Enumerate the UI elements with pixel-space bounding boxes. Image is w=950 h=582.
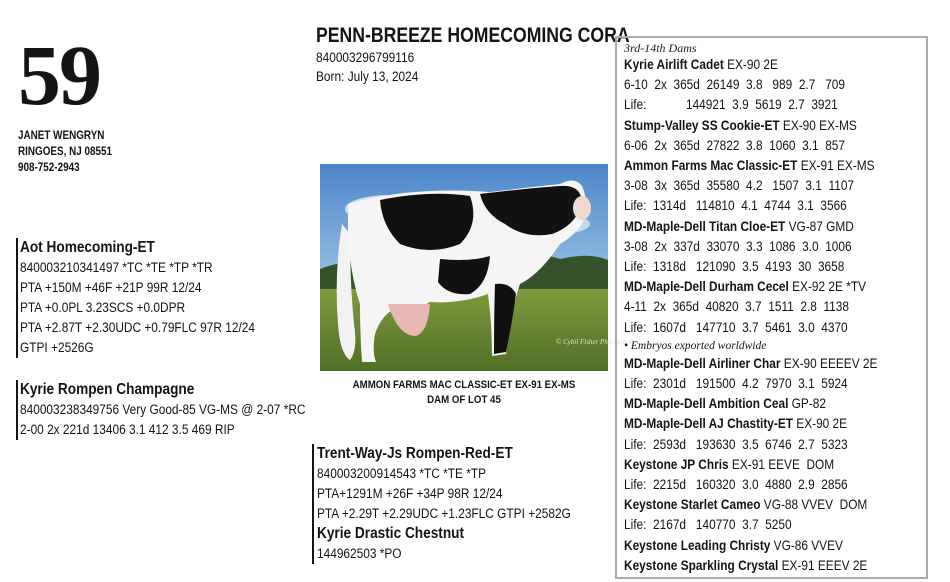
dam-entry-name: Keystone JP Chris <box>624 456 729 472</box>
sire-pta-health: PTA +0.0PL 3.23SCS +0.0DPR <box>20 300 186 315</box>
dam-entry <box>624 156 884 176</box>
maternal-sire-pta-type: PTA +2.29T +2.29UDC +1.23FLC GTPI +2582G <box>317 506 571 521</box>
dam-record-values: Life: 2215d 160320 3.0 4880 2.9 2856 <box>624 477 848 493</box>
maternal-sire-pta-production: PTA+1291M +26F +34P 98R 12/24 <box>317 486 503 501</box>
dam-entry-classification: EX-91 EEVE DOM <box>728 456 835 472</box>
dam-record-line <box>624 475 884 495</box>
dam-record-values: Life: 2301d 191500 4.2 7970 3.1 5924 <box>624 376 848 392</box>
dam-record-line <box>624 435 884 455</box>
dam-entry-name: Stump-Valley SS Cookie-ET <box>624 117 780 133</box>
dam-note: • Embryos exported worldwide <box>624 339 767 352</box>
dam-entry-name: MD-Maple-Dell Durham Cecel <box>624 279 789 295</box>
sire-gtpi: GTPI +2526G <box>20 340 94 355</box>
dam-record-values: Life: 2593d 193630 3.5 6746 2.7 5323 <box>624 436 848 452</box>
dam-entry-classification: VG-87 GMD <box>785 218 854 234</box>
dam-record-values: Life: 1607d 147710 3.7 5461 3.0 4370 <box>624 319 848 335</box>
dam-entry <box>624 217 884 237</box>
registration-number: 840003296799116 <box>316 50 415 65</box>
photo-caption <box>320 378 608 408</box>
consignor-info <box>18 128 127 176</box>
dam-entry <box>624 536 884 556</box>
sire-block <box>16 238 287 358</box>
cow-photo <box>320 164 637 371</box>
dam-entry <box>624 55 884 75</box>
dam-entry <box>624 116 884 136</box>
dam-entry-name: Ammon Farms Mac Classic-ET <box>624 158 798 174</box>
dam-entry-name: Keystone Sparkling Crystal <box>624 557 779 573</box>
lot-number: 59 <box>18 27 100 123</box>
dam-block <box>16 380 344 440</box>
maternal-sire-block <box>312 444 605 564</box>
cow-photo-image <box>320 164 637 371</box>
dam-entry-classification: VG-88 VVEV DOM <box>760 497 868 513</box>
dam-record-values: Life: 1314d 114810 4.1 4744 3.1 3566 <box>624 198 847 214</box>
dams-header: 3rd-14th Dams <box>624 41 697 55</box>
consignor-phone: 908-752-2943 <box>18 162 80 174</box>
maternal-sire-id: 840003200914543 *TC *TE *TP <box>317 466 487 481</box>
sire-pta-type: PTA +2.87T +2.30UDC +0.79FLC 97R 12/24 <box>20 320 256 335</box>
dam-entry <box>624 277 884 297</box>
dam-entry-name: MD-Maple-Dell Titan Cloe-ET <box>624 218 786 234</box>
dam-record-values: Life: 144921 3.9 5619 2.7 3921 <box>624 97 838 113</box>
dam-entry-classification: VG-86 VVEV <box>770 537 843 553</box>
maternal-sire-name: Trent-Way-Js Rompen-Red-ET <box>317 445 513 462</box>
dam-record-line <box>624 196 884 216</box>
dam-record-line <box>624 75 884 95</box>
dam-entry <box>624 495 884 515</box>
sire-name: Aot Homecoming-ET <box>20 239 155 256</box>
dam-record-line <box>624 257 884 277</box>
dam-record-line <box>624 136 884 156</box>
dam-name: Kyrie Rompen Champagne <box>20 381 195 398</box>
animal-name: PENN-BREEZE HOMECOMING CORA <box>316 24 630 47</box>
dam-entry <box>624 455 884 475</box>
mgs-id: 144962503 *PO <box>317 546 402 561</box>
dam-record: 2-00 2x 221d 13406 3.1 412 3.5 469 RIP <box>20 422 235 437</box>
dam-record-line <box>624 515 884 535</box>
dam-entry-name: Keystone Leading Christy <box>624 537 771 553</box>
dam-entry-name: MD-Maple-Dell Ambition Ceal <box>624 396 789 412</box>
dam-record-values: Life: 1318d 121090 3.5 4193 30 3658 <box>624 259 845 275</box>
dam-record-values: 6-06 2x 365d 27822 3.8 1060 3.1 857 <box>624 137 846 153</box>
dam-record-values: 3-08 3x 365d 35580 4.2 1507 3.1 1107 <box>624 178 855 194</box>
caption-line-2: DAM OF LOT 45 <box>427 394 501 406</box>
dam-entry-name: Keystone Starlet Cameo <box>624 497 761 513</box>
dam-record-line <box>624 237 884 257</box>
dam-entry-classification: GP-82 <box>788 396 826 412</box>
dam-entry <box>624 354 884 374</box>
dam-record-line <box>624 318 884 338</box>
dam-entry-classification: EX-91 EEEV 2E <box>778 557 868 573</box>
dams-list <box>624 55 926 576</box>
dam-entry-name: Kyrie Airlift Cadet <box>624 57 724 72</box>
sire-pta-production: PTA +150M +46F +21P 99R 12/24 <box>20 280 202 295</box>
dam-id: 840003238349756 Very Good-85 VG-MS @ 2-07 *RC <box>20 402 306 417</box>
mgs-name: Kyrie Drastic Chestnut <box>317 525 465 542</box>
dam-record-values: 4-11 2x 365d 40820 3.7 1511 2.8 1138 <box>624 299 849 315</box>
dam-entry-classification: EX-90 EEEEV 2E <box>780 355 878 371</box>
dams-box <box>615 36 928 579</box>
dam-record-values: Life: 2167d 140770 3.7 5250 <box>624 517 792 533</box>
dam-entry-classification: EX-90 EX-MS <box>779 117 857 133</box>
dam-entry-classification: EX-90 2E <box>792 416 848 432</box>
dam-entry-name: MD-Maple-Dell Airliner Char <box>624 355 781 371</box>
dam-entry-name: MD-Maple-Dell AJ Chastity-ET <box>624 416 793 432</box>
dam-record-line <box>624 176 884 196</box>
dam-record-values: 6-10 2x 365d 26149 3.8 989 2.7 709 <box>624 77 846 93</box>
sire-id: 840003210341497 *TC *TE *TP *TR <box>20 260 213 275</box>
dam-entry-classification: EX-91 EX-MS <box>797 158 875 174</box>
dam-entry <box>624 556 884 576</box>
dam-record-line <box>624 297 884 317</box>
dam-entry <box>624 394 884 414</box>
dam-entry <box>624 414 884 434</box>
consignor-name: JANET WENGRYN <box>18 130 105 142</box>
birth-date: Born: July 13, 2024 <box>316 69 419 84</box>
consignor-city: RINGOES, NJ 08551 <box>18 146 113 158</box>
dam-record-line <box>624 95 884 115</box>
dam-entry-classification: EX-90 2E <box>723 57 778 72</box>
dam-record-line <box>624 374 884 394</box>
photo-credit: © Cybil Fisher Photography <box>556 338 637 346</box>
caption-line-1: AMMON FARMS MAC CLASSIC-ET EX-91 EX-MS <box>352 379 576 391</box>
dam-entry-classification: EX-92 2E *TV <box>788 279 867 295</box>
dam-record-values: 3-08 2x 337d 33070 3.3 1086 3.0 1006 <box>624 238 852 254</box>
